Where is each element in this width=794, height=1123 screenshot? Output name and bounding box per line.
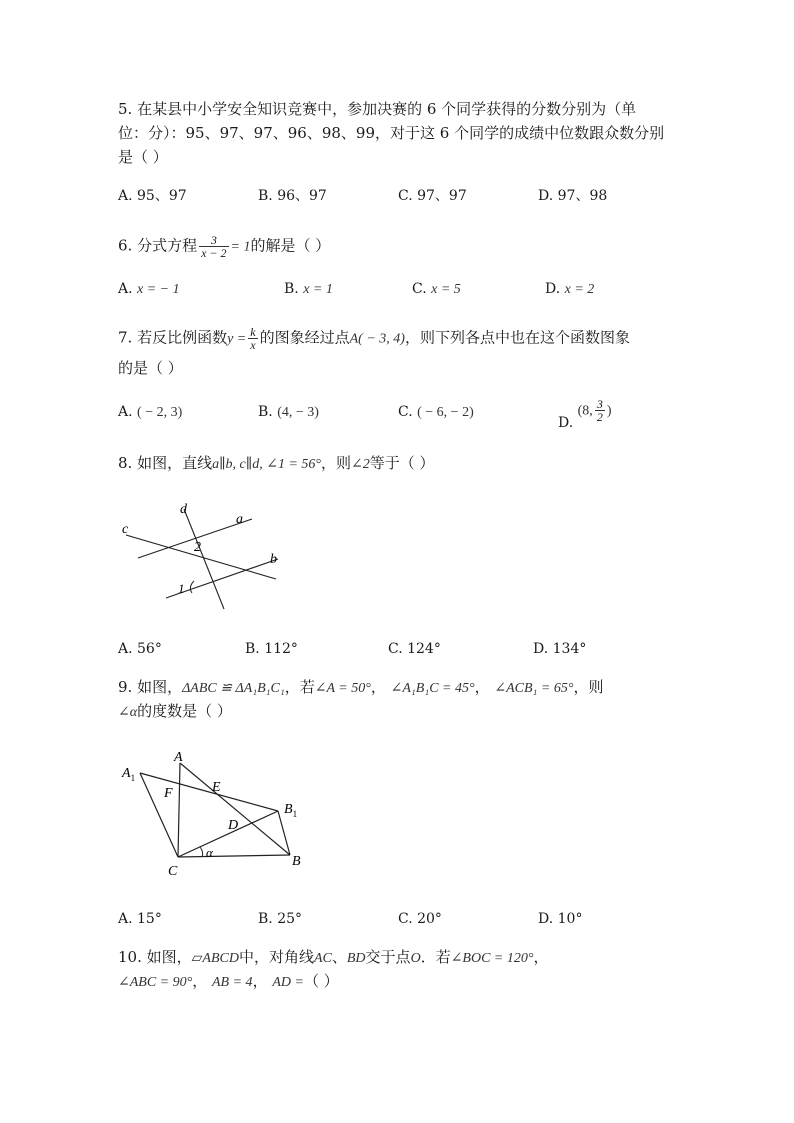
q7-option-d-num: 3 [596, 397, 603, 411]
q10-parallelogram: ▱ABCD [191, 951, 239, 966]
q8-stem [118, 452, 688, 476]
q10-prefix: 10. 如图， [118, 948, 192, 966]
q10-end: （ ） [303, 972, 339, 990]
q8-option-c[interactable]: C. 124° [388, 641, 441, 657]
q7-func-num: k [250, 325, 256, 339]
q10-line1 [118, 946, 688, 970]
q7-func-left: y = [227, 331, 247, 347]
q6-option-c[interactable] [412, 279, 461, 300]
q7-prefix: 7. 若反比例函数 [118, 328, 228, 347]
q7-line2: 的是（ ） [118, 359, 183, 377]
q7-option-c-value: ( − 6, − 2) [417, 405, 474, 420]
q9-option-d[interactable]: D. 10° [538, 911, 583, 927]
q8-label-d: d [180, 502, 187, 517]
q7-mid: 的图象经过点 [259, 328, 350, 347]
q7-option-d-fraction [595, 398, 605, 423]
q9-label-D: D [228, 818, 239, 833]
q8-option-a[interactable]: A. 56° [118, 641, 162, 657]
q6-option-b-value: x = 1 [303, 282, 333, 297]
q9-label-A1-sub: 1 [130, 773, 136, 783]
q9-option-c[interactable]: C. 20° [398, 911, 442, 927]
q6-option-a[interactable] [118, 279, 180, 300]
q10-ab: AB = 4 [212, 975, 253, 990]
q5-line1: 5. 在某县中小学安全知识竞赛中，参加决赛的 6 个同学获得的分数分别为（单 [118, 100, 637, 118]
q7-option-a-label: A. [118, 404, 133, 420]
q6-prefix: 6. 分式方程 [118, 236, 198, 255]
q10-ad: AD = [272, 975, 304, 990]
q7-option-a-value: ( − 2, 3) [137, 405, 183, 420]
q7-option-b[interactable] [258, 402, 319, 423]
q9-label-B1-sub: 1 [292, 809, 298, 819]
q9-option-b[interactable]: B. 25° [258, 911, 303, 927]
q9-label-E: E [212, 780, 221, 795]
q9-seg-A-C [178, 763, 180, 857]
q9-figure [110, 745, 320, 885]
q9-line2 [118, 700, 688, 724]
q7-option-c-label: C. [398, 404, 413, 420]
q9-line2-text: 的度数是（ ） [137, 702, 232, 720]
q9-label-F: F [164, 786, 173, 801]
q7-func-fraction [248, 326, 257, 351]
q5-line2: 位：分）：95、97、97、96、98、99，对于这 6 个同学的成绩中位数跟众数分别 [118, 124, 665, 142]
q8-suffix: ，则 [321, 454, 352, 472]
q6-option-d-value: x = 2 [564, 282, 595, 297]
q7-option-d[interactable] [558, 397, 612, 431]
q6-equals: = 1 [230, 239, 251, 255]
q6-option-a-label: A. [118, 281, 133, 297]
q6-suffix: 的解是（ ） [250, 236, 331, 255]
q9-angle-c: ∠ACB₁ = 65° [494, 681, 574, 696]
q8-prefix: 8. 如图，直线 [118, 454, 213, 472]
q9-seg-B1-B [278, 811, 290, 855]
q10-o: O [410, 951, 421, 966]
q9-congruence: ΔABC ≌ ΔA₁B₁C₁ [182, 681, 285, 696]
q9-label-B: B [292, 854, 301, 869]
q8-label-1: 1 [178, 581, 185, 596]
q5-option-c[interactable]: C. 97、97 [398, 188, 467, 204]
q10-t5: ， [533, 948, 549, 966]
q9-angle-b: ∠A₁B₁C = 45° [390, 681, 475, 696]
q8-option-d[interactable]: D. 134° [533, 641, 587, 657]
q8-angle: ∠2 [351, 457, 370, 472]
q10-abc: ∠ABC = 90° [118, 975, 193, 990]
q5-option-a[interactable]: A. 95、97 [118, 188, 187, 204]
q7-option-b-label: B. [258, 404, 273, 420]
q5-option-b[interactable]: B. 96、97 [258, 188, 327, 204]
q7-option-d-label: D. [558, 414, 574, 431]
q9-seg-A1-B1 [140, 773, 278, 811]
q6-option-c-value: x = 5 [431, 282, 461, 297]
q6-option-d-label: D. [545, 281, 561, 297]
q6-frac-den: x − 2 [201, 246, 227, 260]
q10-boc: ∠BOC = 120° [450, 951, 534, 966]
q8-angle-1-arc [190, 581, 194, 593]
q6-option-c-label: C. [412, 281, 427, 297]
q7-func-den: x [250, 338, 256, 352]
q7-line1 [118, 326, 688, 351]
q9-then: ，则 [573, 678, 604, 696]
q10-t4: ．若 [420, 948, 451, 966]
q8-option-b[interactable]: B. 112° [245, 641, 298, 657]
q7-option-b-value: (4, − 3) [277, 405, 319, 420]
q9-alpha-angle: ∠α [118, 705, 138, 720]
q9-label-A: A [174, 750, 183, 765]
q9-alpha-arc [200, 847, 203, 857]
q6-option-b[interactable] [284, 279, 333, 300]
q9-label-alpha: α [206, 845, 213, 860]
q9-label-A1-main: A [122, 766, 131, 781]
q7-option-d-right: ) [606, 403, 612, 419]
q6-option-b-label: B. [284, 281, 299, 297]
q9-label-B1-main: B [284, 802, 293, 817]
q5-option-d[interactable]: D. 97、98 [538, 188, 608, 204]
q10-line2: ∠ABC = 90°， AB = 4， AD =（ ） [118, 972, 339, 990]
q9-prefix: 9. 如图， [118, 678, 183, 696]
q7-option-c[interactable] [398, 402, 474, 423]
q10-t3: 交于点 [365, 948, 411, 966]
q10-bd: BD [346, 951, 366, 966]
q6-stem [118, 234, 688, 259]
q8-label-2: 2 [194, 540, 201, 555]
q8-label-b: b [270, 552, 277, 567]
q8-condition: a∥b, c∥d, ∠1 = 56° [212, 457, 322, 472]
q6-frac-num: 3 [199, 234, 228, 247]
q5-line3: 是（ ） [118, 148, 168, 166]
q8-line-c [126, 535, 276, 579]
q7-option-d-den: 2 [596, 410, 603, 424]
q9-angle-a: ∠A = 50° [314, 681, 371, 696]
q9-label-C: C [168, 864, 178, 879]
q10-t2: 、 [331, 948, 347, 966]
q6-fraction [199, 234, 228, 259]
q8-figure [110, 495, 300, 615]
q9-label-A1 [121, 766, 135, 783]
q9-label-B1 [284, 802, 297, 819]
q9-c1: ，若 [284, 678, 315, 696]
q10-t1: 中，对角线 [238, 948, 314, 966]
q6-option-a-value: x = − 1 [137, 282, 180, 297]
q10-ac: AC [313, 951, 332, 966]
q7-option-a[interactable] [118, 402, 182, 423]
q9-line1: 9. 如图，ΔABC ≌ ΔA₁B₁C₁，若∠A = 50°， ∠A₁B₁C = 45°， ∠ACB₁ = 65°，则 [118, 678, 604, 696]
q9-seg-A-B [180, 763, 290, 855]
q9-seg-C-B [178, 855, 290, 857]
q8-label-a: a [236, 512, 243, 527]
q6-option-d[interactable] [545, 279, 594, 300]
q8-label-c: c [122, 522, 129, 537]
q7-option-d-left: (8, [577, 403, 593, 419]
q7-point: A( − 3, 4) [349, 331, 405, 347]
q7-suffix: ，则下列各点中也在这个函数图象 [404, 328, 630, 347]
q8-line-d [184, 509, 224, 609]
q8-end: 等于（ ） [369, 454, 435, 472]
q9-option-a[interactable]: A. 15° [118, 911, 162, 927]
